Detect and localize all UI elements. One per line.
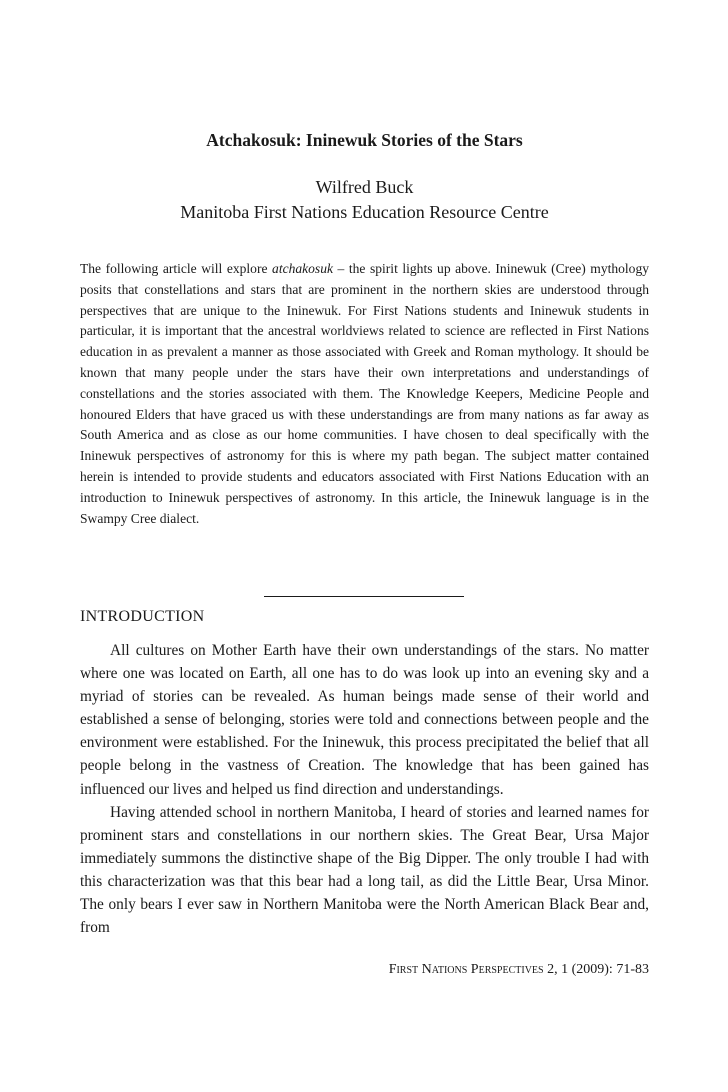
body-paragraph: All cultures on Mother Earth have their own understandings of the stars. No matter where one was located on Earth, all one has to do was look up into an evening sky and a myriad of stories can be revealed. As human beings made sense of their world and established a sense of belonging, stories were told and connections between people and the environment were established. For the Ininewuk, this process precipitated the belief that all people belong in the vastness of Creation. The knowledge that has been gained has influenced our lives and helped us find direction and understandings. [80, 642, 649, 798]
abstract-term: atchakosuk [272, 261, 333, 276]
article-title: Atchakosuk: Ininewuk Stories of the Stars [206, 130, 523, 150]
page-footer [389, 962, 649, 978]
journal-citation: 2, 1 (2009): 71-83 [543, 962, 649, 977]
journal-name: First Nations Perspectives [388, 962, 544, 977]
body-paragraph: Having attended school in northern Manitoba, I heard of stories and learned names for prominent stars and constellations in our northern skies. The Great Bear, Ursa Major immediately summons the distinctive shape of the Big Dipper. The only trouble I had with this characterization was that this bear had a long tail, as did the Little Bear, Ursa Minor. The only bears I ever saw in Northern Manitoba were the North American Black Bear and, from [80, 803, 649, 937]
abstract-text-start: The following article will explore [80, 261, 273, 276]
author-affiliation: Manitoba First Nations Education Resource Centre [180, 202, 549, 222]
article-page [80, 0, 649, 1092]
author-name: Wilfred Buck [315, 177, 414, 197]
section-body [80, 639, 649, 939]
section-divider [264, 596, 464, 597]
abstract-text-rest: – the spirit lights up above. Ininewuk (Cree) mythology posits that constellations and stars that are prominent in the northern skies are understood through perspectives that are unique to the Ininewuk. For First Nations students and Ininewuk students in particular, it is important that the ancestral worldviews related to science are reflected in First Nations education in as prevalent a manner as those associated with Greek and Roman mythology. It should be known that many people under the stars have their own interpretations and understandings of constellations and the stories associated with them. The Knowledge Keepers, Medicine People and honoured Elders that have graced us with these understandings are from many nations as far away as South America and as close as our home communities. I have chosen to deal specifically with the Ininewuk perspectives of astronomy for this is where my path began. The subject matter contained herein is intended to provide students and educators associated with First Nations Education with an introduction to Ininewuk perspectives of astronomy. In this article, the Ininewuk language is in the Swampy Cree dialect. [80, 261, 649, 526]
abstract [80, 259, 649, 529]
section-heading: INTRODUCTION [80, 608, 205, 625]
